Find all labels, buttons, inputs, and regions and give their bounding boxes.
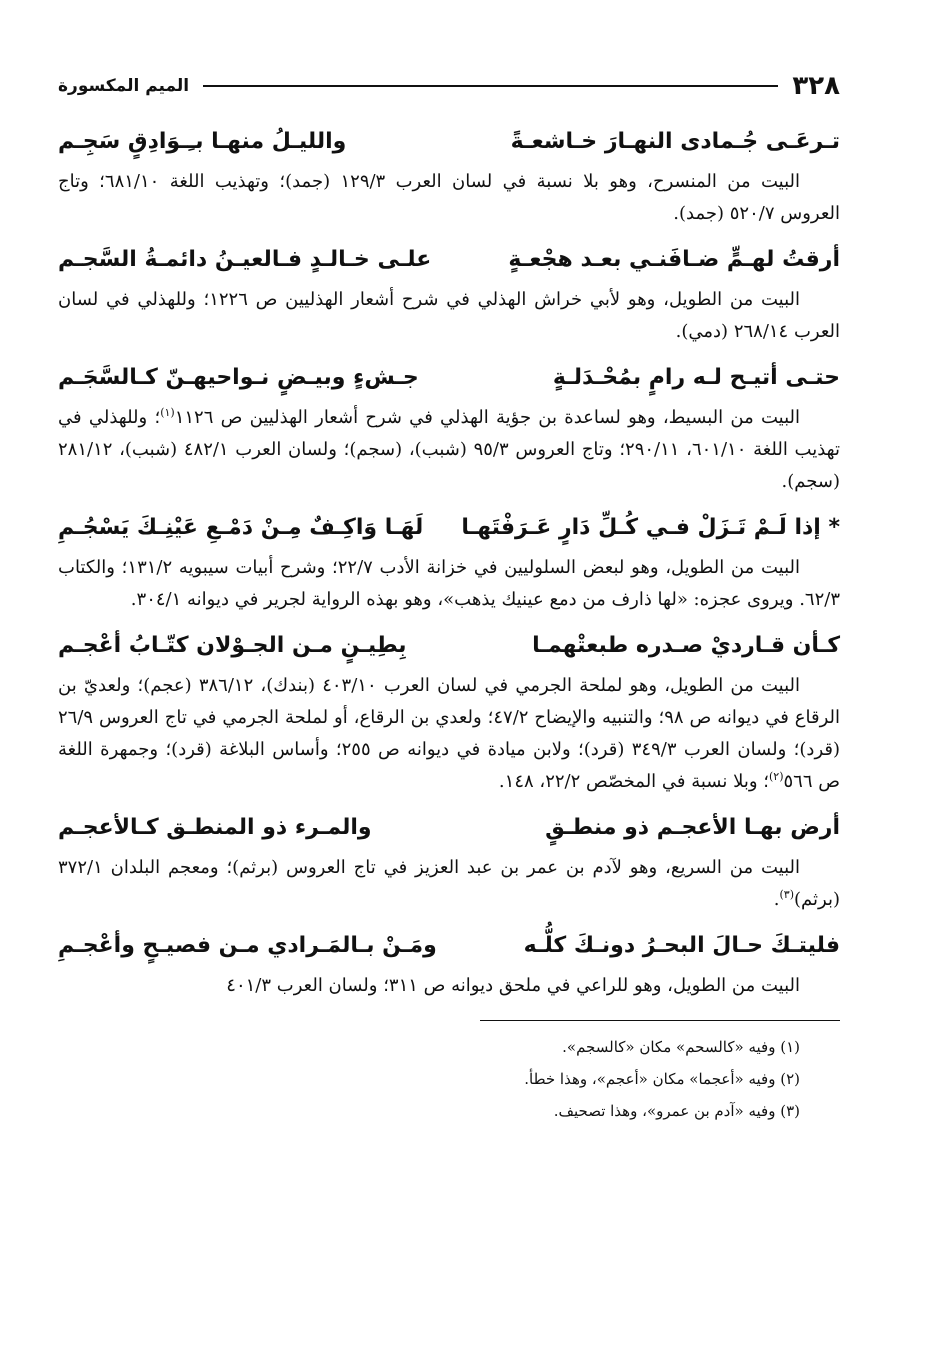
verse-line [58,504,840,552]
verse-commentary [58,852,840,916]
footnote-reference[interactable]: (٣) [779,888,795,901]
verse-first-hemistich: فليتـكَ حـالَ البحـرُ دونـكَ كلُّـه [523,933,840,958]
verse-commentary: البيت من الطويل، وهو لأبي خراش الهذلي في شرح أشعار الهذليين ص ١٢٢٦؛ وللهذلي في لسان العرب ٢٦٨/١٤ (دمي). [58,289,840,342]
commentary-text: البيت من السريع، وهو لآدم بن عمر بن عبد العزيز في تاج العروس (برثم)؛ ومعجم البلدان ٣٧٢/١ (برثم) [58,857,840,910]
commentary-text: البيت من البسيط، وهو لساعدة بن جؤية الهذلي في شرح أشعار الهذليين ص ١١٢٦ [174,407,801,428]
poem-entry [58,922,840,1002]
footnote-item: (١) وفيه «كالسحم» مكان «كالسجم». [562,1038,800,1056]
footnote-divider [480,1020,840,1021]
verse-first-hemistich: أرض بهـا الأعجـم ذو منطـقٍ [545,815,840,840]
verse-commentary [58,402,840,498]
footnote-reference[interactable]: (٢) [768,770,784,783]
commentary-text: البيت من الطويل، وهو لملحة الجرمي في لسان العرب ٤٠٣/١٠ (بندك)، ٣٨٦/١٢ (عجم)؛ ولعديّ بن الرقاع في ديوانه ص ٩٨؛ والتنبيه والإيضاح ٤٧/٢؛ ولعدي بن الرقاع، أو لملحة الجرمي في تاج العروس ٢٦/٩ (قرد)؛ ولسان العرب ٣٤٩/٣ (قرد)؛ ولابن ميادة في ديوانه ص ٢٥٥؛ وأساس البلاغة (قرد)؛ وجمهرة اللغة ص ٥٦٦ [58,675,841,792]
commentary-text: ؛ وبلا نسبة في المخصّص ٢٢/٢، ١٤٨. [498,771,769,792]
poem-entry [58,504,840,616]
verse-line [58,622,840,670]
commentary-text: ؛ وللهذلي في تهذيب اللغة ٦٠١/١٠، ٢٩٠/١١؛ وتاج العروس ٩٥/٣ (شبب)، (سجم)؛ ولسان العرب ٤٨٢/١ (شبب)، ٢٨١/١٢ (سجم). [58,407,840,492]
commentary-text: . [773,889,780,910]
verse-line [58,354,840,402]
verse-commentary: البيت من الطويل، وهو للراعي في ملحق ديوانه ص ٣١١؛ ولسان العرب ٤٠١/٣ [226,975,800,996]
verse-second-hemistich: لَهَـا وَاكِـفٌ مِـنْ دَمْـعِ عَيْنِـكَ يَسْجُـمِ [58,515,424,540]
footnote-reference[interactable]: (١) [160,406,175,419]
verse-second-hemistich: ومَـنْ بـالمَـرادي مـن فصيـحٍ وأعْجـمِ [58,933,437,958]
verse-first-hemistich: * إذا لَـمْ تَـزَلْ فـي كُـلِّ دَارٍ عَـرَفْتَهـا [461,515,840,540]
footnote-item: (٣) وفيه «آدم بن عمرو»، وهذا تصحيف. [553,1102,800,1120]
verse-commentary: البيت من المنسرح، وهو بلا نسبة في لسان العرب ١٢٩/٣ (جمد)؛ وتهذيب اللغة ٦٨١/١٠؛ وتاج العروس ٥٢٠/٧ (جمد). [58,171,840,224]
verse-second-hemistich: والمـرء ذو المنطـق كـالأعجـم [58,815,372,840]
poem-entry [58,622,840,798]
verse-first-hemistich: حتـى أتيـح لـه رامٍ بمُحْـدَلـةٍ [552,365,840,390]
page-header [58,60,840,112]
verse-commentary: البيت من الطويل، وهو لبعض السلوليين في خزانة الأدب ٢٢/٧؛ وشرح أبيات سيبويه ١٣١/٢؛ والكتاب ٦٢/٣. ويروى عجزه: «لها ذارف من دمع عينيك يذهب»، وهو بهذه الرواية لجرير في ديوانه ٣٠٤/١. [58,557,840,610]
chapter-title: الميم المكسورة [58,76,190,96]
verse-line [58,804,840,852]
verse-line [58,236,840,284]
poem-entry [58,354,840,498]
verse-first-hemistich: أرقتُ لهـمٍّ ضـافَنـي بعـد هجْعـةٍ [508,247,840,272]
header-rule [203,85,778,87]
page-number: ٣٢٨ [792,71,840,101]
verse-line [58,922,840,970]
verse-first-hemistich: تـرعَـى جُـمادى النهـارَ خـاشعـةً [510,129,840,154]
verse-commentary [58,670,840,798]
footnote-item: (٢) وفيه «أعجما» مكان «أعجم»، وهذا خطأ. [524,1070,800,1088]
poem-entry [58,236,840,348]
poem-entry [58,118,840,230]
verse-first-hemistich: كـأن قـارديْ صـدره طبعتْهمـا [532,633,840,658]
verse-second-hemistich: جـشءٍ وبيـضٍ نـواحيهـنّ كـالسَّجَـم [58,365,419,390]
poem-entry [58,804,840,916]
footnotes [58,1031,840,1127]
verse-line [58,118,840,166]
book-page [58,60,840,1127]
verse-second-hemistich: والليـلُ منهـا بـِـوَادِقٍ سَجِـم [58,129,347,154]
verse-second-hemistich: بِطِيـنٍ مـن الجـوْلان كتّـابُ أعْجـم [58,633,407,658]
verse-second-hemistich: علـى خـالـدٍ فـالعيـنُ دائمـةُ السَّجـم [58,247,432,272]
